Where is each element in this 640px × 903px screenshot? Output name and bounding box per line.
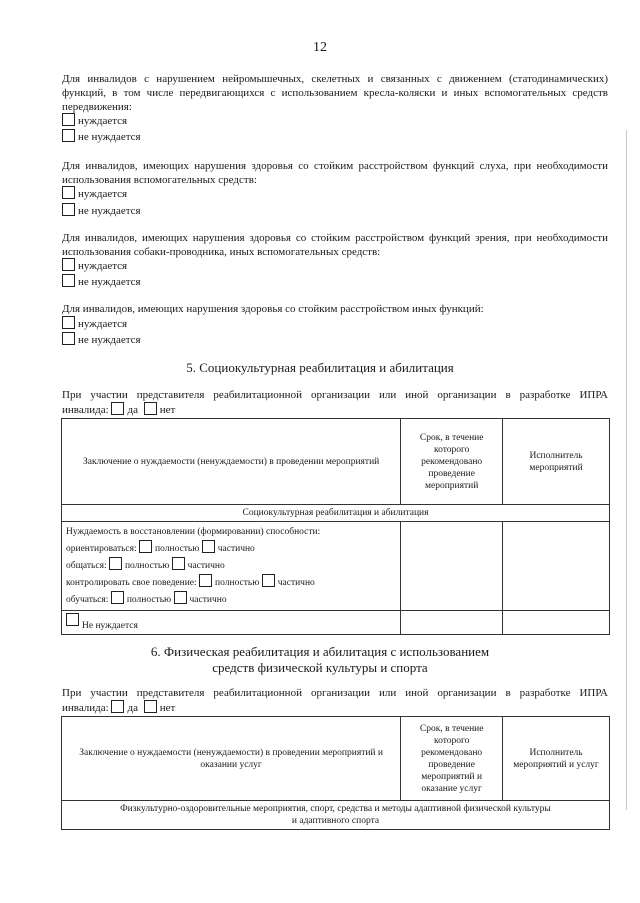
checkbox[interactable] — [199, 574, 212, 587]
scan-artifact-line — [626, 130, 627, 810]
not-needed-cell: Не нуждается — [62, 611, 401, 635]
section-6-title-line2: средств физической культуры и спорта — [212, 660, 428, 675]
table-subheader-row — [62, 505, 610, 522]
vision-option-not-needs[interactable]: не нуждается — [62, 274, 141, 289]
checkbox[interactable] — [62, 113, 75, 126]
other-option-needs[interactable]: нуждается — [62, 316, 127, 331]
other-option-not-needs[interactable]: не нуждается — [62, 332, 141, 347]
checkbox[interactable] — [62, 203, 75, 216]
learn-row: обучаться: полностью частично — [66, 591, 396, 608]
section-5-participation-choice: инвалида: да нет — [62, 404, 176, 416]
subheader-physical-culture: Физкультурно-оздоровительные мероприятия, спорт, средства и методы адаптивной физической культуры и адаптивного спорта — [62, 801, 610, 830]
mobility-option-needs[interactable]: нуждается — [62, 113, 127, 128]
table-header-row — [62, 419, 610, 505]
table-header-row — [62, 717, 610, 801]
vision-disability-text: Для инвалидов, имеющих нарушения здоровья со стойким расстройством функций зрения, при необходимости использования собаки-проводника, иных вспомогательных средств: — [62, 232, 608, 258]
vision-option-needs[interactable]: нуждается — [62, 258, 127, 273]
checkbox[interactable] — [62, 129, 75, 142]
orient-row: ориентироваться: полностью частично — [66, 540, 396, 557]
table-row — [62, 522, 610, 611]
col-term-header: Срок, в течение которого рекомендовано проведение мероприятий и оказание услуг — [401, 717, 503, 801]
section-6-participation-text: При участии представителя реабилитационной организации или иной организации в разработке ИПРА — [62, 687, 608, 699]
subheader-socio-cultural: Социокультурная реабилитация и абилитация — [62, 505, 610, 522]
executor-cell[interactable] — [503, 522, 610, 611]
no-checkbox[interactable] — [144, 700, 157, 713]
section-6-title-line1: 6. Физическая реабилитация и абилитация с использованием — [150, 644, 490, 659]
term-cell[interactable] — [401, 522, 503, 611]
section-5-title: 5. Социокультурная реабилитация и абилитация — [186, 360, 454, 375]
term-cell[interactable] — [401, 611, 503, 635]
hearing-disability-text: Для инвалидов, имеющих нарушения здоровья со стойким расстройством функций слуха, при необходимости использования вспомогательных средств: — [62, 160, 608, 186]
checkbox[interactable] — [111, 591, 124, 604]
col-conclusion-header: Заключение о нуждаемости (ненуждаемости) в проведении мероприятий и оказании услуг — [62, 717, 401, 801]
col-executor-header: Исполнитель мероприятий и услуг — [503, 717, 610, 801]
table-row — [62, 611, 610, 635]
table-subheader-row — [62, 801, 610, 830]
yes-checkbox[interactable] — [111, 700, 124, 713]
hearing-option-needs[interactable]: нуждается — [62, 186, 127, 201]
yes-checkbox[interactable] — [111, 402, 124, 415]
checkbox[interactable] — [62, 332, 75, 345]
checkbox[interactable] — [174, 591, 187, 604]
checkbox[interactable] — [172, 557, 185, 570]
other-disability-text: Для инвалидов, имеющих нарушения здоровья со стойким расстройством иных функций: — [62, 303, 484, 315]
mobility-option-not-needs[interactable]: не нуждается — [62, 129, 141, 144]
mobility-disability-text: Для инвалидов с нарушением нейромышечных, скелетных и связанных с движением (статодинамических) функций, в том числе передвигающихся с использованием кресла-коляски и иных вспомогательных средств передвижения: — [62, 73, 608, 113]
control-row: контролировать свое поведение: полностью частично — [66, 574, 396, 591]
col-term-header: Срок, в течение которого рекомендовано проведение мероприятий — [401, 419, 503, 505]
checkbox[interactable] — [109, 557, 122, 570]
executor-cell[interactable] — [503, 611, 610, 635]
col-conclusion-header: Заключение о нуждаемости (ненуждаемости) в проведении мероприятий — [62, 419, 401, 505]
checkbox[interactable] — [139, 540, 152, 553]
checkbox[interactable] — [62, 274, 75, 287]
checkbox[interactable] — [62, 186, 75, 199]
checkbox[interactable] — [62, 316, 75, 329]
communicate-row: общаться: полностью частично — [66, 557, 396, 574]
no-checkbox[interactable] — [144, 402, 157, 415]
hearing-option-not-needs[interactable]: не нуждается — [62, 203, 141, 218]
needs-cell: Нуждаемость в восстановлении (формировании) способности: ориентироваться: полностью частично общаться: полностью частично контролировать свое поведение: полностью частично обучаться: полностью частично — [62, 522, 401, 611]
page-number: 12 — [313, 40, 327, 55]
section-5-participation-text: При участии представителя реабилитационной организации или иной организации в разработке ИПРА — [62, 389, 608, 401]
checkbox[interactable] — [66, 613, 79, 626]
section-5-table — [61, 418, 610, 635]
checkbox[interactable] — [262, 574, 275, 587]
section-6-table — [61, 716, 610, 830]
col-executor-header: Исполнитель мероприятий — [503, 419, 610, 505]
section-6-participation-choice: инвалида: да нет — [62, 702, 176, 714]
checkbox[interactable] — [62, 258, 75, 271]
checkbox[interactable] — [202, 540, 215, 553]
